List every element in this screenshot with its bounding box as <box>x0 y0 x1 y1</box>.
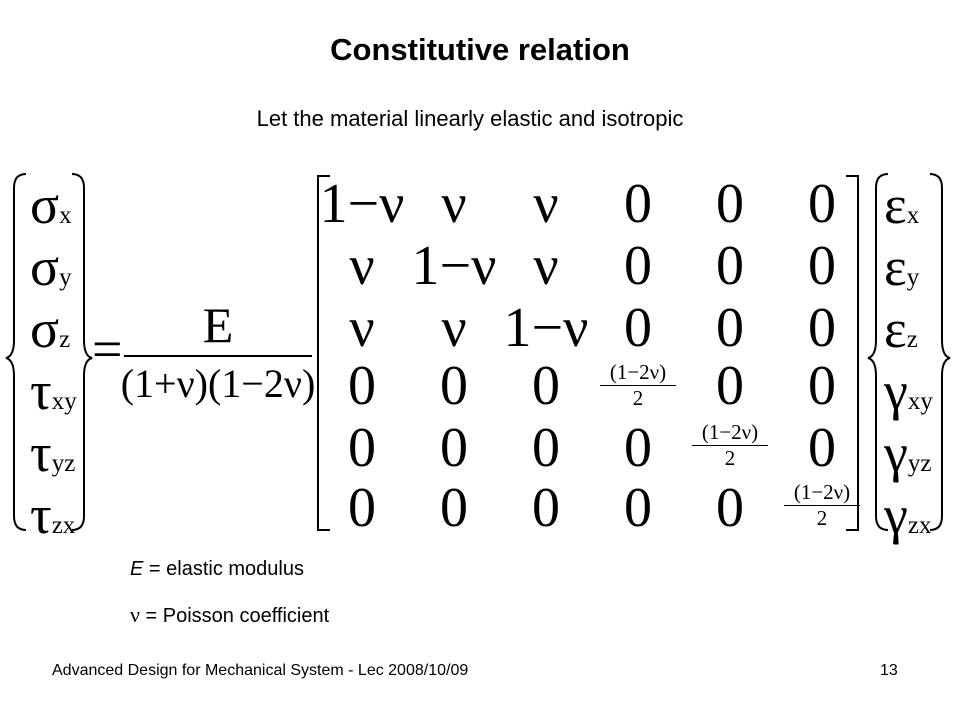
matrix-cell-r3c0: 0 <box>348 355 376 417</box>
matrix-cell-r2c2: 1−ν <box>503 297 589 359</box>
matrix-cell-r4c5: 0 <box>808 417 836 479</box>
matrix-cell-r2c4: 0 <box>716 297 744 359</box>
matrix-cell-r4c4: (1−2ν) 2 <box>684 422 776 469</box>
matrix-cell-r5c1: 0 <box>440 477 468 539</box>
legend-elastic-modulus: E = elastic modulus <box>130 558 304 580</box>
matrix-cell-r1c1: 1−ν <box>411 235 497 297</box>
matrix-cell-r3c4: 0 <box>716 355 744 417</box>
strain-epsilon-z: εz <box>884 299 918 359</box>
matrix-cell-r3c1: 0 <box>440 355 468 417</box>
stress-sigma-y: σy <box>30 237 72 297</box>
matrix-cell-r4c2: 0 <box>532 417 560 479</box>
matrix-cell-r5c3: 0 <box>624 477 652 539</box>
matrix-cell-r3c5: 0 <box>808 355 836 417</box>
matrix-cell-r0c4: 0 <box>716 173 744 235</box>
matrix-cell-r1c0: ν <box>349 235 375 297</box>
stress-tau-yz: τyz <box>30 423 76 483</box>
matrix-cell-r2c0: ν <box>349 297 375 359</box>
matrix-cell-r3c3: (1−2ν) 2 <box>592 362 684 409</box>
stress-tau-zx: τzx <box>30 485 76 545</box>
right-brace-close <box>930 174 950 530</box>
matrix-cell-r2c3: 0 <box>624 297 652 359</box>
matrix-cell-r1c2: ν <box>533 235 559 297</box>
matrix-cell-r3c2: 0 <box>532 355 560 417</box>
equals-sign: = <box>92 319 123 379</box>
page-number: 13 <box>880 662 898 679</box>
legend-poisson-coefficient: ν = Poisson coefficient <box>130 602 330 627</box>
coefficient-numerator: E <box>202 297 234 353</box>
matrix-cell-r0c1: ν <box>441 173 467 235</box>
coefficient-denominator: (1+ν)(1−2ν) <box>120 361 316 406</box>
strain-gamma-yz: γyz <box>884 423 932 483</box>
footer-course-info: Advanced Design for Mechanical System - Lec 2008/10/09 <box>52 662 469 679</box>
matrix-cell-r5c4: 0 <box>716 477 744 539</box>
matrix-cell-r2c1: ν <box>441 297 467 359</box>
left-brace-open <box>6 174 26 530</box>
strain-epsilon-x: εx <box>884 175 920 235</box>
strain-gamma-xy: γxy <box>884 361 933 421</box>
stress-sigma-z: σz <box>30 299 71 359</box>
matrix-cell-r0c2: ν <box>533 173 559 235</box>
matrix-cell-r2c5: 0 <box>808 297 836 359</box>
matrix-cell-r0c5: 0 <box>808 173 836 235</box>
matrix-cell-r5c5: (1−2ν) 2 <box>776 482 868 529</box>
matrix-cell-r0c3: 0 <box>624 173 652 235</box>
matrix-cell-r4c0: 0 <box>348 417 376 479</box>
stress-tau-xy: τxy <box>30 361 77 421</box>
matrix-cell-r4c3: 0 <box>624 417 652 479</box>
matrix-cell-r1c4: 0 <box>716 235 744 297</box>
stress-sigma-x: σx <box>30 175 72 235</box>
matrix-cell-r1c5: 0 <box>808 235 836 297</box>
matrix-cell-r0c0: 1−ν <box>319 173 405 235</box>
matrix-cell-r5c0: 0 <box>348 477 376 539</box>
slide-subtitle: Let the material linearly elastic and isotropic <box>256 106 684 131</box>
matrix-cell-r5c2: 0 <box>532 477 560 539</box>
strain-epsilon-y: εy <box>884 237 920 297</box>
matrix-cell-r4c1: 0 <box>440 417 468 479</box>
strain-gamma-zx: γzx <box>884 485 932 545</box>
matrix-cell-r1c3: 0 <box>624 235 652 297</box>
slide-title: Constitutive relation <box>330 32 630 67</box>
